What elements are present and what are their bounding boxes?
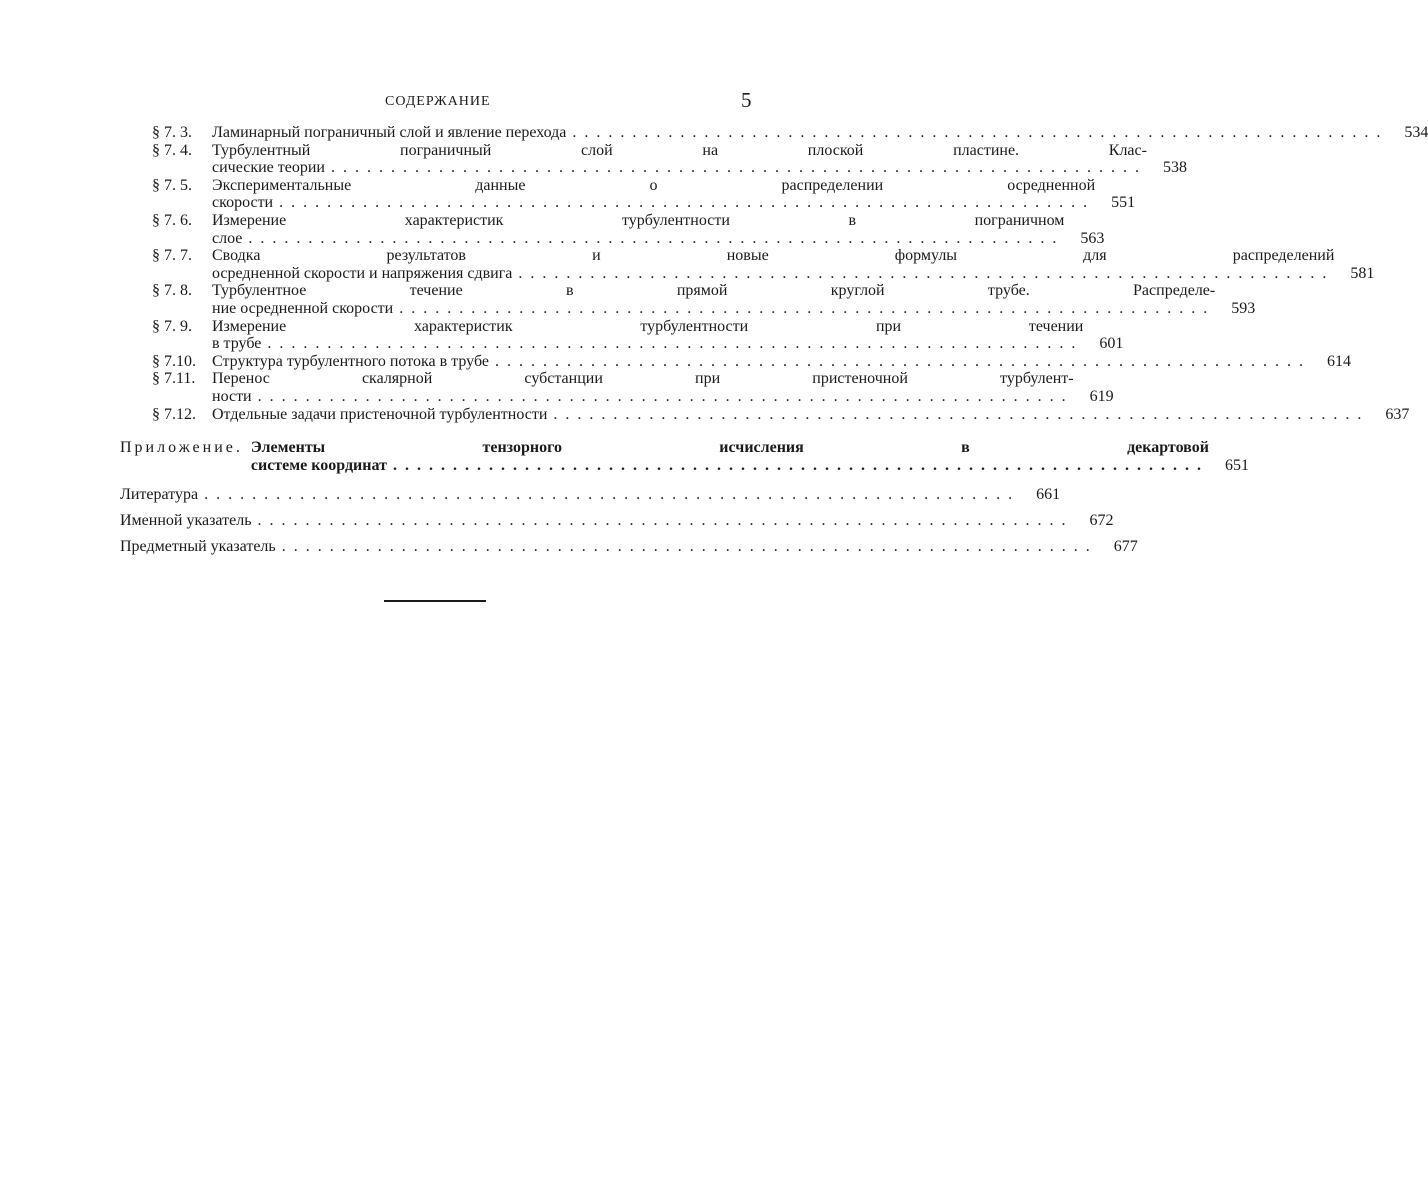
toc-entry-title: Ламинарный пограничный слой и явление перехода: [212, 124, 567, 141]
toc-section-number: § 7.10.: [152, 352, 196, 370]
toc-page-number: 538: [1162, 159, 1187, 177]
toc-page-number: 672: [1089, 512, 1114, 530]
toc-page-number: 593: [1231, 299, 1256, 317]
toc-entry-title: Турбулентное течение в прямой круглой трубе. Распределе-: [212, 282, 1216, 300]
toc-entry-title: Предметный указатель: [120, 538, 276, 556]
toc-section-number: § 7. 3.: [152, 124, 192, 141]
toc-page-number: 601: [1099, 335, 1124, 353]
toc-section-number: § 7. 7.: [152, 247, 192, 265]
dot-leader: [393, 457, 1203, 475]
toc-section-number: § 7. 8.: [152, 282, 192, 300]
toc-page-number: 619: [1089, 387, 1114, 405]
toc-entry: [120, 534, 1138, 560]
toc-entry-title-cont: осредненной скорости и напряжения сдвига: [212, 264, 513, 282]
toc-entry: [120, 405, 1410, 424]
toc-entry-title: Измерение характеристик турбулентности при течении: [212, 317, 1084, 335]
toc-section-number: § 7. 5.: [152, 176, 192, 194]
toc-page-number: 651: [1224, 456, 1249, 474]
toc-section-number: § 7.12.: [152, 405, 196, 423]
page-number: 5: [741, 88, 752, 112]
toc-entry: [120, 317, 1124, 353]
toc-entry-title-cont: ние осредненной скорости: [212, 299, 394, 317]
toc-entry: [120, 141, 1187, 177]
toc-section-number: § 7.11.: [152, 370, 196, 388]
toc-entry-title-cont: скорости: [212, 194, 274, 212]
dot-leader: [331, 159, 1141, 177]
dot-leader: [204, 482, 1014, 508]
toc-entry-title: Отдельные задачи пристеночной турбулентности: [212, 405, 548, 423]
toc-page-number: 563: [1080, 229, 1105, 247]
running-head-title: СОДЕРЖАНИЕ: [385, 94, 491, 109]
toc-entry: [120, 482, 1061, 508]
toc-entry-title: Измерение характеристик турбулентности в пограничном: [212, 211, 1065, 229]
dot-leader: [553, 406, 1363, 424]
back-matter: [120, 482, 1138, 560]
toc-entry: [120, 176, 1136, 212]
appendix-entry: [120, 439, 1249, 474]
dot-leader: [399, 300, 1209, 318]
toc-entry: [120, 211, 1105, 247]
toc-entry-title: Сводка результатов и новые формулы для распределений: [212, 247, 1335, 265]
toc-page-number: 551: [1111, 194, 1136, 212]
toc-page-number: 534: [1404, 124, 1428, 141]
toc-entry-title: Литература: [120, 486, 199, 504]
dot-leader: [257, 508, 1067, 534]
dot-leader: [282, 534, 1092, 560]
dot-leader: [267, 335, 1077, 353]
dot-leader: [495, 353, 1305, 371]
table-of-contents: [120, 124, 1428, 560]
toc-page-number: 637: [1385, 405, 1410, 423]
appendix-label: Приложение.: [120, 439, 243, 457]
toc-page-number: 614: [1326, 352, 1351, 370]
toc-page-number: 677: [1113, 538, 1138, 556]
toc-entry: [120, 370, 1114, 405]
toc-entry-title: Структура турбулентного потока в трубе: [212, 352, 489, 370]
toc-entry-title: Турбулентный пограничный слой на плоской пластине. Клас-: [212, 141, 1147, 159]
toc-entry-title-cont: слое: [212, 229, 243, 247]
toc-page-number: 661: [1036, 486, 1061, 504]
toc-entry-title-cont: ности: [212, 387, 252, 405]
toc-entry: [120, 124, 1428, 142]
dot-leader: [572, 124, 1382, 142]
toc-entry-title-cont: в трубе: [212, 335, 262, 353]
toc-entry-title: Именной указатель: [120, 512, 252, 530]
appendix-title-cont: системе координат: [250, 456, 387, 474]
closing-rule: [384, 600, 486, 602]
toc-section-number: § 7. 6.: [152, 211, 192, 229]
toc-entry: [120, 508, 1114, 534]
dot-leader: [279, 194, 1089, 212]
appendix-title: Элементы тензорного исчисления в декартовой: [250, 439, 1209, 457]
toc-entry-title-cont: сические теории: [212, 159, 325, 177]
dot-leader: [258, 388, 1068, 406]
toc-entry-title: Перенос скалярной субстанции при пристеночной турбулент-: [212, 370, 1074, 388]
toc-page-number: 581: [1350, 264, 1375, 282]
toc-entry-title: Экспериментальные данные о распределении осредненной: [212, 176, 1096, 194]
dot-leader: [518, 265, 1328, 283]
toc-section-number: § 7. 4.: [152, 141, 192, 159]
toc-entry: [120, 352, 1351, 371]
toc-entry: [120, 282, 1256, 317]
toc-entry: [120, 247, 1375, 282]
dot-leader: [248, 230, 1058, 248]
toc-section-number: § 7. 9.: [152, 317, 192, 335]
